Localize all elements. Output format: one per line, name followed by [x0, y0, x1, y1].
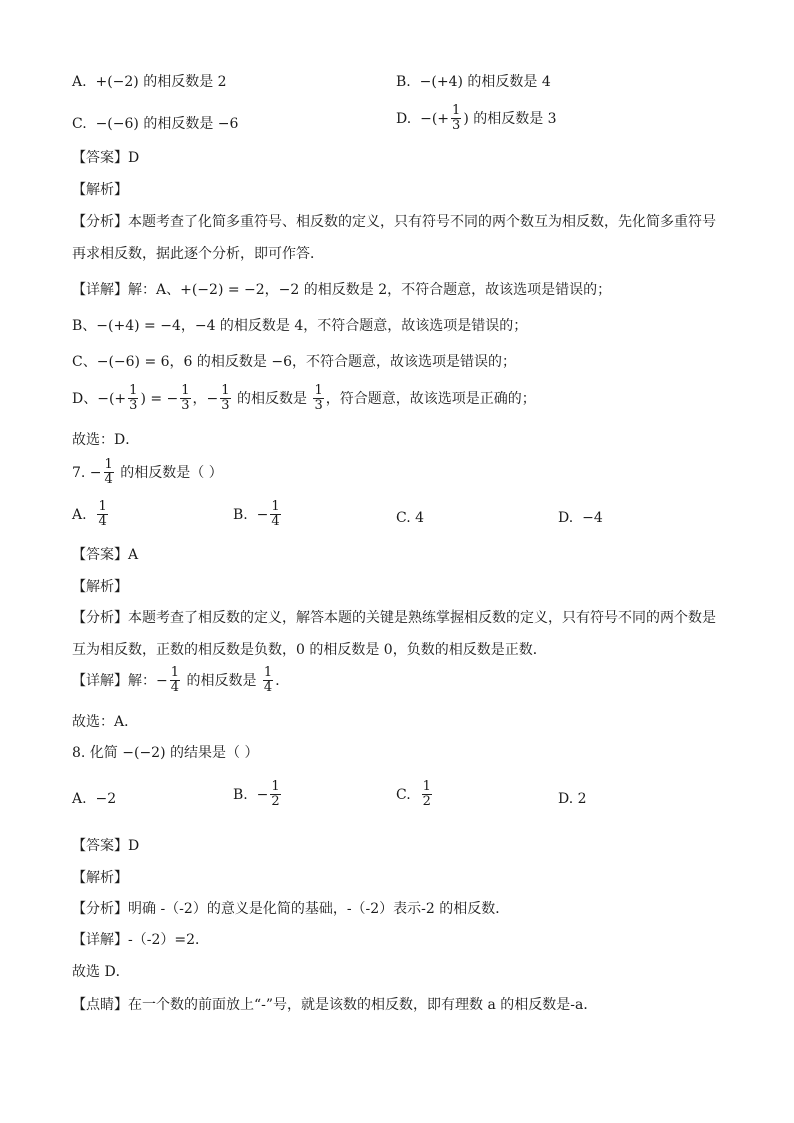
q8-analysis-tag: 【解析】	[72, 870, 128, 886]
q7-xiangjie	[72, 666, 289, 696]
q6-xiangjie-a	[72, 280, 611, 300]
fraction	[220, 384, 230, 414]
fraction	[422, 780, 432, 810]
numerator: 1	[314, 383, 323, 398]
q6-option-a	[72, 72, 227, 92]
q6-conclusion: 故选：D．	[72, 432, 140, 448]
denominator: 3	[129, 398, 138, 414]
q7-conclusion: 故选：A．	[72, 714, 139, 730]
question-text: 的相反数是（ ）	[115, 464, 223, 481]
numerator: 1	[452, 103, 461, 118]
fraction	[451, 104, 461, 134]
option-text: 2	[577, 791, 587, 807]
option-letter: B.	[233, 506, 248, 523]
option-letter: B.	[233, 786, 248, 803]
text: 的相反数是	[182, 672, 261, 689]
text: ，−	[192, 390, 219, 407]
q7-stem	[72, 458, 223, 488]
option-letter: D.	[558, 510, 574, 526]
fraction	[104, 458, 114, 488]
xiangjie-tag: 【详解】	[72, 932, 128, 948]
q8-option-a	[72, 789, 116, 809]
q8-answer	[72, 836, 139, 856]
q6-fenxi-line2: 再求相反数，据此逐个分析，即可作答．	[72, 246, 324, 262]
numerator: 1	[104, 457, 113, 472]
denominator: 4	[271, 514, 280, 530]
option-text-post: ) 的相反数是 3	[463, 110, 557, 127]
q8-dianjing	[72, 995, 597, 1015]
answer-value: D	[128, 838, 140, 854]
q6-option-d	[396, 104, 557, 134]
option-letter: B.	[396, 74, 411, 90]
q8-option-b	[233, 780, 283, 810]
text: ．	[275, 672, 290, 689]
q8-option-c	[396, 780, 434, 810]
denominator: 3	[181, 398, 190, 414]
text: ，符合题意，故该选项是正确的；	[325, 390, 536, 407]
denominator: 2	[271, 794, 280, 810]
fraction	[263, 666, 273, 696]
denominator: 4	[263, 680, 273, 696]
q8-xiangjie	[72, 930, 209, 950]
fraction	[128, 384, 138, 414]
denominator: 3	[314, 398, 323, 414]
fenxi-text: 本题考查了相反数的定义，解答本题的关键是熟练掌握相反数的定义，只有符号不同的两个数是	[128, 610, 716, 626]
option-letter: C.	[396, 786, 411, 803]
denominator: 4	[170, 680, 180, 696]
xiangjie-tag: 【详解】	[72, 282, 128, 298]
text: 解：−	[128, 672, 168, 689]
q8-stem: 8. 化简 −(−2) 的结果是（ ）	[72, 745, 259, 761]
fraction	[270, 500, 280, 530]
answer-tag: 【答案】	[72, 838, 128, 854]
answer-value: D	[128, 150, 140, 166]
xiangjie-tag: 【详解】	[72, 672, 128, 689]
text: 的相反数是	[232, 390, 312, 407]
denominator: 2	[422, 794, 431, 810]
option-letter: D.	[558, 791, 574, 807]
option-text: +(−2) 的相反数是 2	[95, 74, 227, 90]
fraction	[180, 384, 190, 414]
xiangjie-text: 解：A、+(−2) = −2，−2 的相反数是 2，不符合题意，故该选项是错误的；	[128, 282, 612, 298]
q6-option-b	[396, 72, 551, 92]
option-letter: C.	[396, 510, 411, 526]
q7-option-a	[72, 500, 110, 530]
option-letter: C.	[72, 116, 87, 132]
fenxi-text: 明确 -（-2）的意义是化简的基础，-（-2）表示-2 的相反数．	[128, 901, 510, 917]
fraction	[270, 780, 280, 810]
fraction	[170, 666, 180, 696]
option-letter: A.	[72, 506, 87, 523]
numerator: 1	[271, 499, 280, 514]
fraction	[97, 500, 107, 530]
denominator: 3	[452, 118, 461, 134]
numerator: 1	[181, 383, 190, 398]
q6-fenxi-line1	[72, 212, 716, 232]
minus-sign: −	[256, 506, 269, 523]
answer-tag: 【答案】	[72, 150, 128, 166]
denominator: 4	[104, 472, 113, 488]
denominator: 3	[221, 398, 230, 414]
q7-analysis-tag: 【解析】	[72, 579, 128, 595]
q7-option-c	[396, 508, 424, 528]
q6-xiangjie-b: B、−(+4) = −4，−4 的相反数是 4，不符合题意，故该选项是错误的；	[72, 318, 528, 334]
q6-xiangjie-c: C、−(−6) = 6，6 的相反数是 −6，不符合题意，故该选项是错误的；	[72, 354, 516, 370]
q8-option-d	[558, 789, 587, 809]
fenxi-tag: 【分析】	[72, 901, 128, 917]
option-letter: D.	[396, 110, 412, 127]
xiangjie-text: -（-2）=2．	[128, 932, 210, 948]
q8-conclusion: 故选 D．	[72, 964, 130, 980]
numerator: 1	[129, 383, 138, 398]
text: D、−(+	[72, 390, 127, 407]
option-text-pre: −(+	[420, 110, 450, 127]
dianjing-text: 在一个数的前面放上“-”号，就是该数的相反数，即有理数 a 的相反数是-a．	[128, 997, 598, 1013]
option-text: −(+4) 的相反数是 4	[419, 74, 551, 90]
answer-value: A	[128, 547, 139, 563]
fenxi-text: 本题考查了化简多重符号、相反数的定义，只有符号不同的两个数互为相反数，先化简多重符号	[128, 214, 716, 230]
numerator: 1	[170, 665, 180, 680]
q7-option-d	[558, 508, 603, 528]
denominator: 4	[98, 514, 107, 530]
dianjing-tag: 【点睛】	[72, 997, 128, 1013]
q7-fenxi-line1	[72, 608, 716, 628]
numerator: 1	[221, 383, 230, 398]
q6-option-c	[72, 114, 238, 134]
fenxi-tag: 【分析】	[72, 610, 128, 626]
q8-fenxi	[72, 899, 509, 919]
numerator: 1	[271, 779, 280, 794]
q6-analysis-tag: 【解析】	[72, 182, 128, 198]
question-number: 7. −	[72, 464, 102, 481]
q6-answer	[72, 148, 139, 168]
answer-tag: 【答案】	[72, 547, 128, 563]
minus-sign: −	[256, 786, 269, 803]
option-text: 4	[415, 510, 425, 526]
text: ) = −	[140, 390, 179, 407]
q7-fenxi-line2: 互为相反数，正数的相反数是负数，0 的相反数是 0，负数的相反数是正数．	[72, 642, 547, 658]
option-letter: A.	[72, 74, 87, 90]
fraction	[313, 384, 323, 414]
option-text: −(−6) 的相反数是 −6	[95, 116, 239, 132]
option-letter: A.	[72, 791, 87, 807]
option-text: −4	[582, 510, 603, 526]
q7-option-b	[233, 500, 283, 530]
numerator: 1	[422, 779, 431, 794]
option-text: −2	[95, 791, 117, 807]
q6-xiangjie-d	[72, 384, 536, 414]
fenxi-tag: 【分析】	[72, 214, 128, 230]
numerator: 1	[263, 665, 273, 680]
q7-answer	[72, 545, 138, 565]
numerator: 1	[98, 499, 107, 514]
